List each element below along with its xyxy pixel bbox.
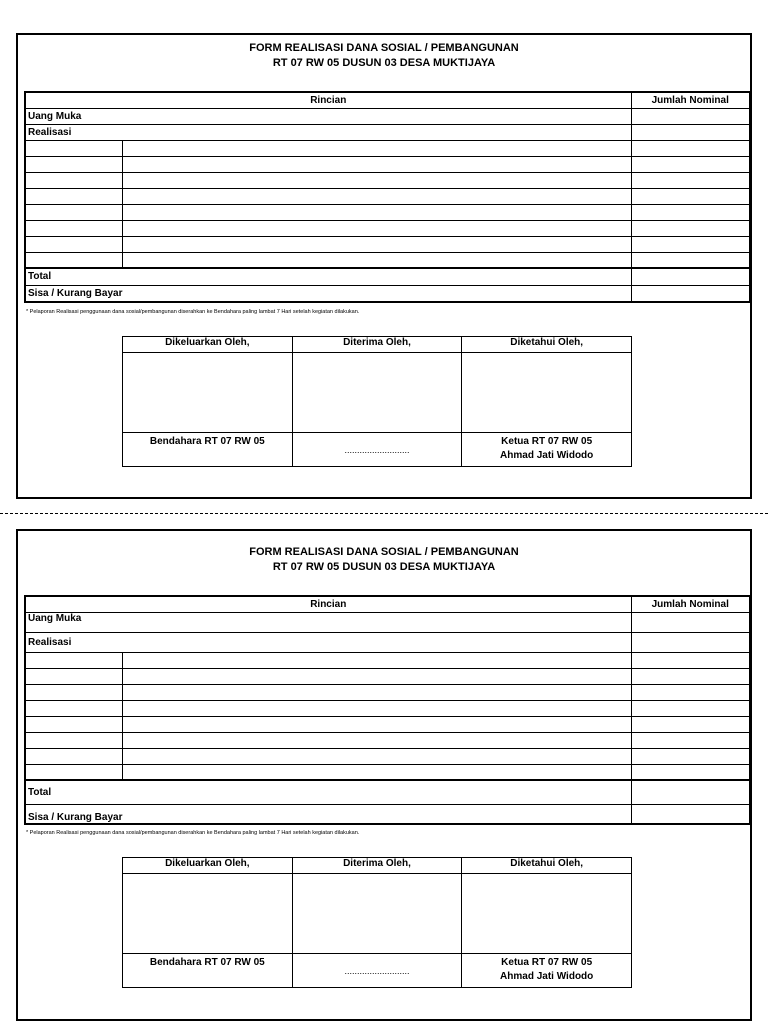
sig-box[interactable]	[123, 874, 293, 954]
form-title: FORM REALISASI DANA SOSIAL / PEMBANGUNAN RT 07 RW 05 DUSUN 03 DESA MUKTIJAYA	[249, 42, 519, 69]
row-realisasi: Realisasi	[25, 632, 631, 652]
table-row	[25, 236, 750, 252]
signature-table	[122, 857, 632, 988]
table-row	[25, 652, 750, 668]
sig-box[interactable]	[292, 353, 462, 433]
sig-bendahara: Bendahara RT 07 RW 05	[123, 954, 293, 988]
realisasi-table	[24, 91, 751, 303]
amount-cell[interactable]	[631, 124, 750, 140]
table-row	[25, 252, 750, 268]
sig-dikeluarkan-label: Dikeluarkan Oleh,	[123, 337, 293, 353]
sig-box[interactable]	[462, 874, 632, 954]
header-jumlah-nominal: Jumlah Nominal	[631, 92, 750, 108]
sig-diterima-label: Diterima Oleh,	[292, 858, 462, 874]
table-row	[25, 700, 750, 716]
amount-cell[interactable]	[631, 268, 750, 285]
amount-cell[interactable]	[631, 285, 750, 302]
table-row	[25, 748, 750, 764]
amount-cell[interactable]	[631, 780, 750, 804]
signature-table	[122, 336, 632, 467]
sig-ketua: Ketua RT 07 RW 05 Ahmad Jati Widodo	[462, 954, 632, 988]
header-rincian: Rincian	[25, 596, 631, 612]
amount-cell[interactable]	[631, 804, 750, 824]
amount-cell[interactable]	[631, 632, 750, 652]
header-rincian: Rincian	[25, 92, 631, 108]
sig-box[interactable]	[123, 353, 293, 433]
table-row	[25, 140, 750, 156]
sig-box[interactable]	[292, 874, 462, 954]
row-uang-muka: Uang Muka	[25, 612, 631, 632]
header-jumlah-nominal: Jumlah Nominal	[631, 596, 750, 612]
cut-line	[0, 513, 768, 514]
table-row	[25, 668, 750, 684]
table-row	[25, 716, 750, 732]
form-top	[16, 33, 752, 499]
sig-diterima-name: ..........................	[292, 433, 462, 467]
table-row	[25, 764, 750, 780]
form-bottom	[16, 529, 752, 1021]
row-realisasi: Realisasi	[25, 124, 631, 140]
table-row	[25, 220, 750, 236]
row-uang-muka: Uang Muka	[25, 108, 631, 124]
sig-diketahui-label: Diketahui Oleh,	[462, 858, 632, 874]
realisasi-table	[24, 595, 751, 825]
amount-cell[interactable]	[631, 612, 750, 632]
row-total: Total	[25, 780, 631, 804]
row-sisa: Sisa / Kurang Bayar	[25, 285, 631, 302]
table-row	[25, 156, 750, 172]
sig-box[interactable]	[462, 353, 632, 433]
sig-diketahui-label: Diketahui Oleh,	[462, 337, 632, 353]
sig-dikeluarkan-label: Dikeluarkan Oleh,	[123, 858, 293, 874]
row-sisa: Sisa / Kurang Bayar	[25, 804, 631, 824]
footnote: * Pelaporan Realisasi penggunaan dana sosial/pembangunan diserahkan ke Bendahara paling lambat 7 Hari setelah kegiatan dilakukan.	[26, 309, 360, 315]
table-row	[25, 204, 750, 220]
sig-diterima-label: Diterima Oleh,	[292, 337, 462, 353]
sig-diterima-name: ..........................	[292, 954, 462, 988]
footnote: * Pelaporan Realisasi penggunaan dana sosial/pembangunan diserahkan ke Bendahara paling lambat 7 Hari setelah kegiatan dilakukan.	[26, 830, 360, 836]
table-row	[25, 684, 750, 700]
sig-bendahara: Bendahara RT 07 RW 05	[123, 433, 293, 467]
table-row	[25, 172, 750, 188]
table-row	[25, 188, 750, 204]
form-title: FORM REALISASI DANA SOSIAL / PEMBANGUNAN RT 07 RW 05 DUSUN 03 DESA MUKTIJAYA	[249, 546, 519, 573]
table-row	[25, 732, 750, 748]
amount-cell[interactable]	[631, 108, 750, 124]
row-total: Total	[25, 268, 631, 285]
sig-ketua: Ketua RT 07 RW 05 Ahmad Jati Widodo	[462, 433, 632, 467]
